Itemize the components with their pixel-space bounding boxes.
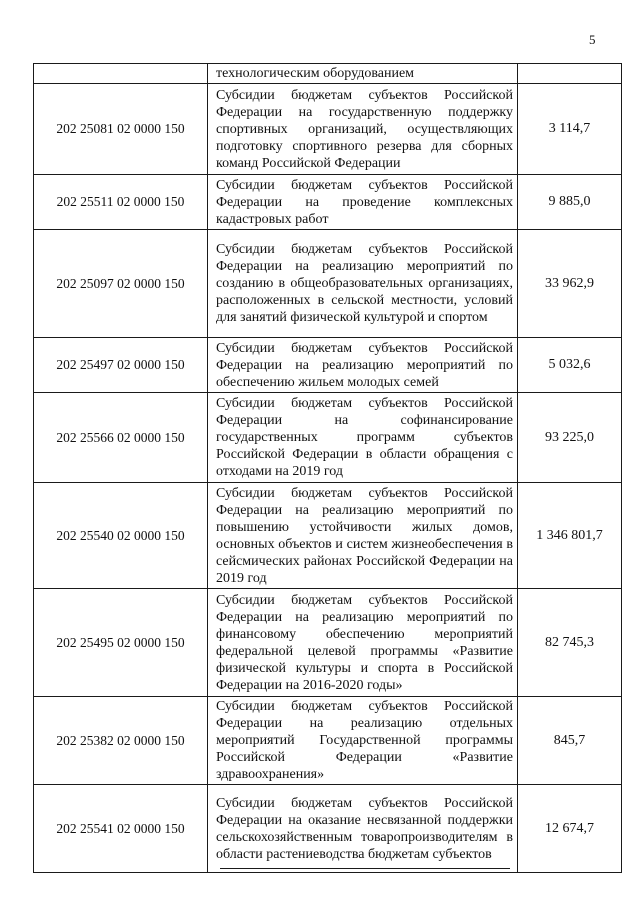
table-row bbox=[34, 175, 622, 230]
table-row bbox=[34, 785, 622, 873]
budget-code-cell: 202 25541 02 0000 150 bbox=[34, 785, 208, 873]
budget-code-cell: 202 25382 02 0000 150 bbox=[34, 697, 208, 785]
table-row bbox=[34, 230, 622, 338]
budget-code-cell: 202 25511 02 0000 150 bbox=[34, 175, 208, 230]
budget-code-cell: 202 25566 02 0000 150 bbox=[34, 393, 208, 483]
budget-code-cell: 202 25081 02 0000 150 bbox=[34, 84, 208, 175]
table-row bbox=[34, 483, 622, 589]
amount-cell: 93 225,0 bbox=[518, 393, 622, 483]
table-row bbox=[34, 589, 622, 697]
description-cell: Субсидии бюджетам субъектов Российской Федерации на реализацию отдельных мероприятий Государственной программы Российской Федерации «Развитие здравоохранения» bbox=[208, 697, 518, 785]
table-row bbox=[34, 338, 622, 393]
page-number: 5 bbox=[589, 32, 596, 47]
description-cell: Субсидии бюджетам субъектов Российской Федерации на реализацию мероприятий по созданию в общеобразовательных организациях, расположенных в сельской местности, условий для занятий физической культурой и спортом bbox=[208, 230, 518, 338]
table-row bbox=[34, 64, 622, 84]
budget-code-cell: 202 25497 02 0000 150 bbox=[34, 338, 208, 393]
amount-cell: 3 114,7 bbox=[518, 84, 622, 175]
description-cell: технологическим оборудованием bbox=[208, 64, 518, 84]
budget-code-cell bbox=[34, 64, 208, 84]
budget-code-cell: 202 25540 02 0000 150 bbox=[34, 483, 208, 589]
amount-cell: 845,7 bbox=[518, 697, 622, 785]
description-cell: Субсидии бюджетам субъектов Российской Федерации на государственную поддержку спортивных организаций, осуществляющих подготовку спортивного резерва для сборных команд Российской Федерации bbox=[208, 84, 518, 175]
amount-cell bbox=[518, 64, 622, 84]
budget-code-cell: 202 25097 02 0000 150 bbox=[34, 230, 208, 338]
description-cell: Субсидии бюджетам субъектов Российской Федерации на проведение комплексных кадастровых работ bbox=[208, 175, 518, 230]
description-cell: Субсидии бюджетам субъектов Российской Федерации на софинансирование государственных программ субъектов Российской Федерации в области обращения с отходами на 2019 год bbox=[208, 393, 518, 483]
table-row bbox=[34, 393, 622, 483]
budget-table bbox=[33, 63, 622, 873]
amount-cell: 5 032,6 bbox=[518, 338, 622, 393]
budget-code-cell: 202 25495 02 0000 150 bbox=[34, 589, 208, 697]
amount-cell: 82 745,3 bbox=[518, 589, 622, 697]
amount-cell: 12 674,7 bbox=[518, 785, 622, 873]
amount-cell: 33 962,9 bbox=[518, 230, 622, 338]
description-cell: Субсидии бюджетам субъектов Российской Федерации на оказание несвязанной поддержки сельскохозяйственным товаропроизводителям в области растениеводства бюджетам субъектов bbox=[208, 785, 518, 873]
amount-cell: 9 885,0 bbox=[518, 175, 622, 230]
description-cell: Субсидии бюджетам субъектов Российской Федерации на реализацию мероприятий по повышению устойчивости жилых домов, основных объектов и систем жизнеобеспечения в сейсмических районах Российской Федерации на 2019 год bbox=[208, 483, 518, 589]
description-cell: Субсидии бюджетам субъектов Российской Федерации на реализацию мероприятий по финансовому обеспечению мероприятий федеральной целевой программы «Развитие физической культуры и спорта в Российской Федерации на 2016-2020 годы» bbox=[208, 589, 518, 697]
description-cell: Субсидии бюджетам субъектов Российской Федерации на реализацию мероприятий по обеспечению жильем молодых семей bbox=[208, 338, 518, 393]
amount-cell: 1 346 801,7 bbox=[518, 483, 622, 589]
table-row bbox=[34, 84, 622, 175]
bottom-rule bbox=[220, 868, 510, 869]
table-row bbox=[34, 697, 622, 785]
